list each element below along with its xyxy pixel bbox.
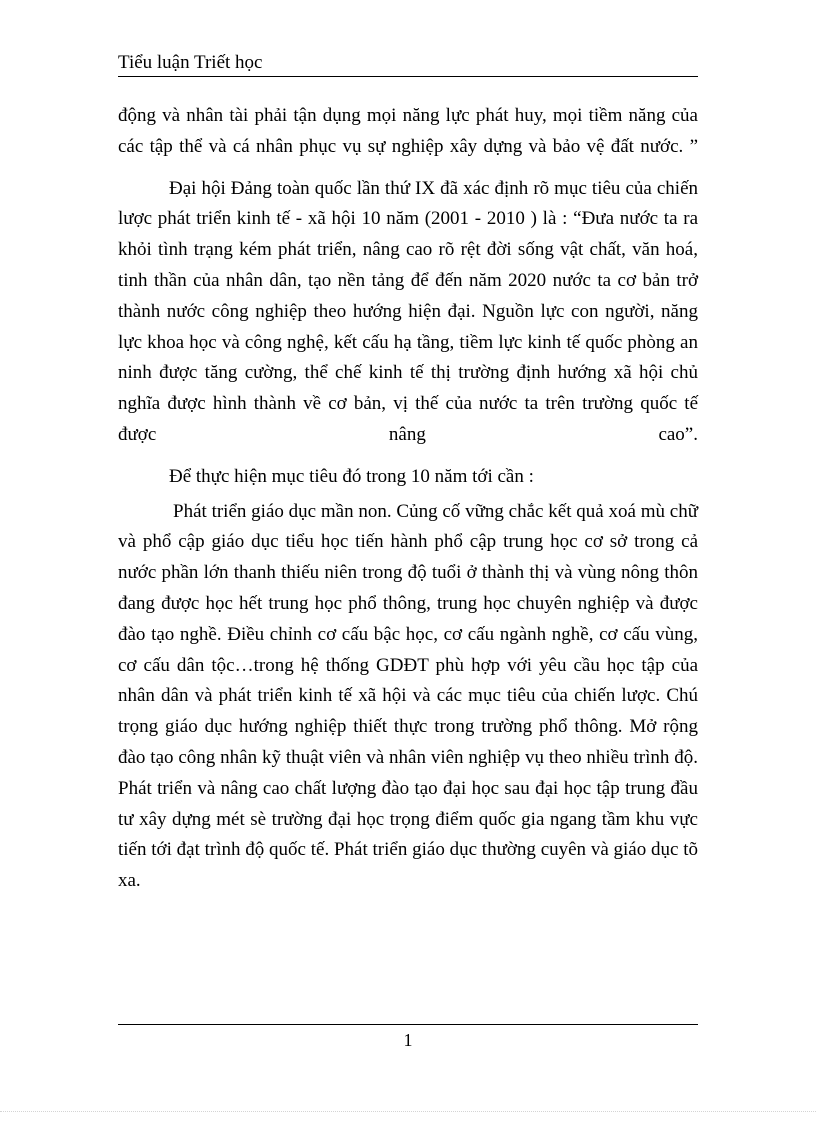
paragraph-intro-tasks: Để thực hiện mục tiêu đó trong 10 năm tới cần : xyxy=(169,465,534,487)
page-number: 1 xyxy=(403,1030,413,1050)
body-text xyxy=(118,101,698,897)
footer-rule xyxy=(118,1024,698,1025)
paragraph-education-tasks: Phát triển giáo dục mần non. Củng cố vững chắc kết quả xoá mù chữ và phổ cập giáo dục tiểu học tiến hành phổ cập trung học cơ sở trong cả nước phần lớn thanh thiếu niên trong độ tuổi ở thành thị và vùng nông thôn đang được học hết trung học phổ thông, trung học chuyên nghiệp và được đào tạo nghề. Điều chỉnh cơ cấu bậc học, cơ cấu ngành nghề, cơ cấu vùng, cơ cấu dân tộc…trong hệ thống GDĐT phù hợp với yêu cầu học tập của nhân dân và phát triển kinh tế xã hội và các mục tiêu của chiến lược. Chú trọng giáo dục hướng nghiệp thiết thực trong trường phổ thông. Mở rộng đào tạo công nhân kỹ thuật viên và nhân viên nghiệp vụ theo nhiều trình độ. Phát triển và nâng cao chất lượng đào tạo đại học sau đại học tập trung đầu tư xây dựng mét sè trường đại học trọng điểm quốc gia ngang tầm khu vực tiến tới đạt trình độ quốc tế. Phát triển giáo dục thường cuyên và giáo dục tõ xa. xyxy=(118,500,698,892)
header-title: Tiểu luận Triết học xyxy=(118,52,263,73)
paragraph-strategy-goal: Đại hội Đảng toàn quốc lần thứ IX đã xác định rõ mục tiêu của chiến lược phát triển kinh tế - xã hội 10 năm (2001 - 2010 ) là : “Đưa nước ta ra khỏi tình trạng kém phát triển, nâng cao rõ rệt đời sống vật chất, văn hoá, tinh thần của nhân dân, tạo nền tảng để đến năm 2020 nước ta cơ bản trở thành nước công nghiệp theo hướng hiện đại. Nguồn lực con người, năng lực khoa học và công nghệ, kết cấu hạ tầng, tiềm lực kinh tế quốc phòng an ninh được tăng cường, thể chế kinh tế thị trường định hướng xã hội chủ nghĩa được hình thành về cơ bản, vị thế của nước ta trên trường quốc tế được nâng cao”. xyxy=(118,177,698,445)
page-edge xyxy=(0,1111,816,1112)
paragraph-continuation: động và nhân tài phải tận dụng mọi năng lực phát huy, mọi tiềm năng của các tập thể và cá nhân phục vụ sự nghiệp xây dựng và bảo vệ đất nước. ” xyxy=(118,105,698,157)
header-rule xyxy=(118,76,698,77)
